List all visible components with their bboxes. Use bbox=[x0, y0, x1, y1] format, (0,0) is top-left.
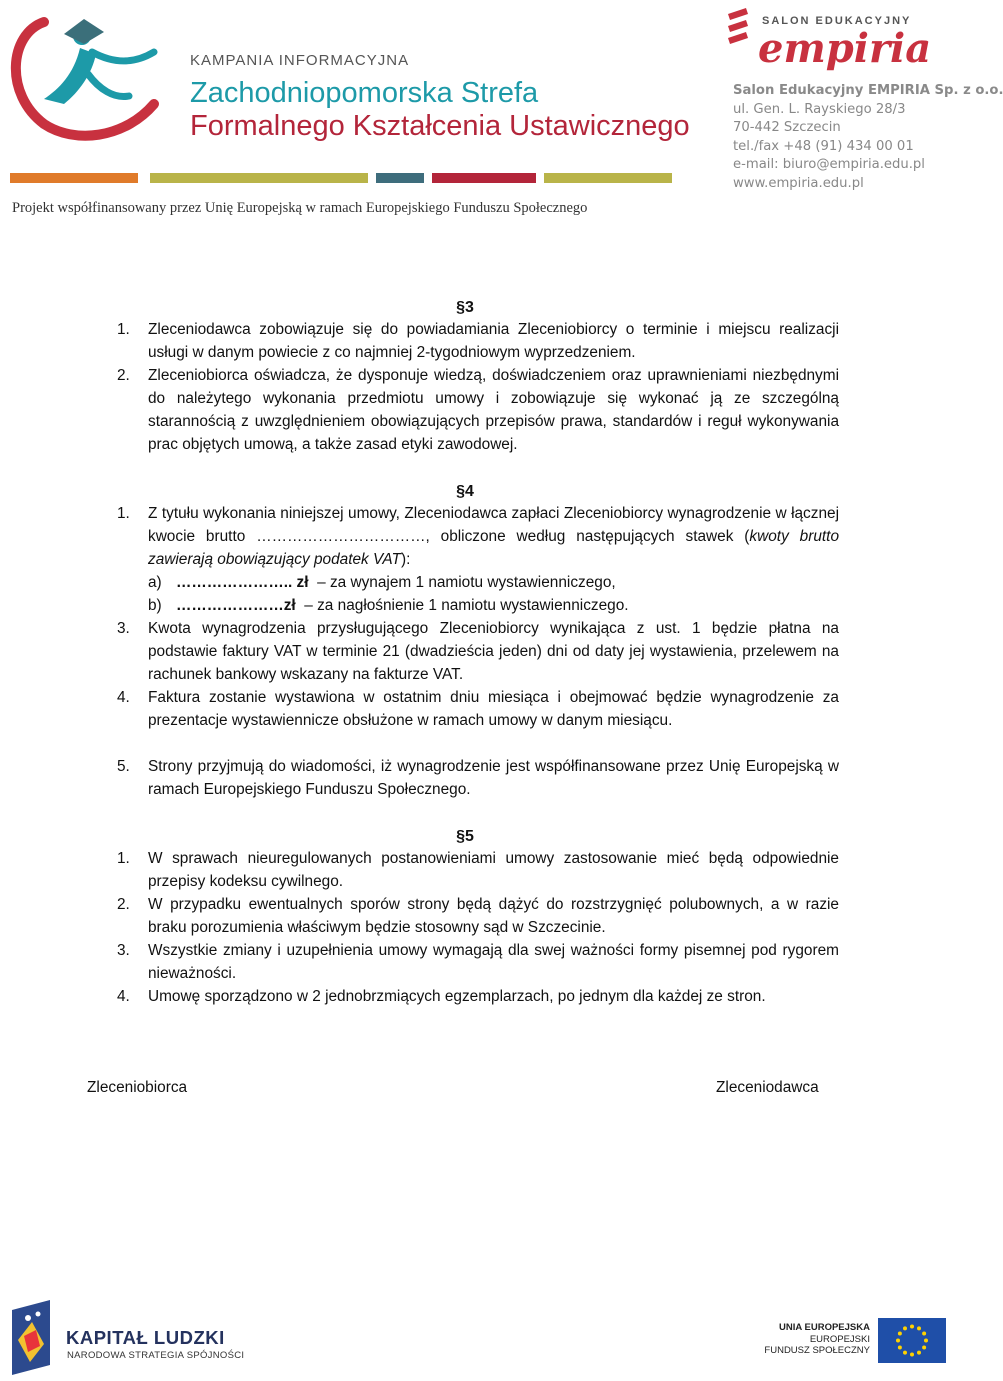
item-number: 4. bbox=[117, 988, 130, 1005]
rate-line-a bbox=[148, 571, 848, 594]
eu-star-icon bbox=[896, 1339, 900, 1343]
contact-company: Salon Edukacyjny EMPIRIA Sp. z o.o. bbox=[733, 83, 1003, 98]
contact-email[interactable]: e-mail: biuro@empiria.edu.pl bbox=[733, 157, 925, 173]
item-number: 4. bbox=[117, 689, 130, 706]
rate-amount: …………………zł bbox=[176, 597, 296, 614]
signature-contractor: Zleceniobiorca bbox=[87, 1079, 188, 1096]
eu-star-icon bbox=[903, 1351, 907, 1355]
kapital-ludzki-logo-icon bbox=[4, 1300, 64, 1375]
empiria-brand-name: empiria bbox=[758, 25, 932, 72]
signature-client: Zleceniodawca bbox=[716, 1079, 819, 1096]
color-bar-olive bbox=[150, 173, 368, 183]
eu-star-icon bbox=[917, 1326, 921, 1330]
campaign-logo-icon bbox=[4, 4, 164, 154]
item-text: W sprawach nieuregulowanych postanowieniami umowy zastosowanie mieć będą odpowiednie przepisy kodeksu cywilnego. bbox=[148, 850, 839, 890]
campaign-title-line1: Zachodniopomorska Strefa bbox=[190, 77, 539, 109]
eu-star-icon bbox=[924, 1339, 928, 1343]
item-number: 2. bbox=[117, 896, 130, 913]
kapital-ludzki-title: KAPITAŁ LUDZKI bbox=[66, 1327, 225, 1348]
item-number: 2. bbox=[117, 367, 130, 384]
section-3-item-2 bbox=[117, 364, 839, 456]
vat-note: kwoty brutto zawierają obowiązujący podatek VAT bbox=[148, 528, 840, 568]
item-number: 1. bbox=[117, 505, 130, 522]
section-5-item-4 bbox=[117, 985, 839, 1008]
contact-street: ul. Gen. L. Rayskiego 28/3 bbox=[733, 101, 906, 117]
contact-phone: tel./fax +48 (91) 434 00 01 bbox=[733, 138, 914, 154]
item-number: 3. bbox=[117, 942, 130, 959]
section-4-item-5 bbox=[117, 755, 839, 801]
item-text-part-c: ): bbox=[400, 551, 411, 568]
color-bar-olive-2 bbox=[544, 173, 672, 183]
kapital-ludzki-subtitle: NARODOWA STRATEGIA SPÓJNOŚCI bbox=[67, 1350, 245, 1361]
rate-amount: ………………….. zł bbox=[176, 574, 309, 591]
color-bar-slate bbox=[376, 173, 424, 183]
color-bar-orange bbox=[10, 173, 138, 183]
rate-description: – za wynajem 1 namiotu wystawienniczego, bbox=[317, 574, 616, 591]
section-3-item-1 bbox=[117, 318, 839, 364]
rate-label: a) bbox=[148, 574, 162, 591]
eu-star-icon bbox=[922, 1332, 926, 1336]
item-number: 1. bbox=[117, 321, 130, 338]
eu-star-icon bbox=[922, 1346, 926, 1350]
eu-star-icon bbox=[910, 1353, 914, 1357]
eu-label-line1: UNIA EUROPEJSKA bbox=[779, 1322, 870, 1333]
rate-line-b bbox=[148, 594, 848, 617]
rate-description: – za nagłośnienie 1 namiotu wystawienniczego. bbox=[304, 597, 629, 614]
empiria-contact-block bbox=[733, 82, 1003, 194]
section-4-item-3 bbox=[117, 617, 839, 686]
item-number: 1. bbox=[117, 850, 130, 867]
item-text: Faktura zostanie wystawiona w ostatnim dniu miesiąca i obejmować będzie wynagrodzenie za prezentacje wystawiennicze obsłużone w ramach umowy w danym miesiącu. bbox=[148, 689, 839, 729]
item-number: 3. bbox=[117, 620, 130, 637]
rate-label: b) bbox=[148, 597, 162, 614]
project-cofinancing-line: Projekt współfinansowany przez Unię Europejską w ramach Europejskiego Funduszu Społecznego bbox=[12, 200, 588, 216]
item-text: Umowę sporządzono w 2 jednobrzmiących egzemplarzach, po jednym dla każdej ze stron. bbox=[148, 988, 766, 1005]
eu-label-line2: EUROPEJSKI bbox=[809, 1333, 870, 1345]
item-text bbox=[148, 502, 839, 571]
item-text: Kwota wynagrodzenia przysługującego Zleceniobiorcy wynikająca z ust. 1 będzie płatna na podstawie faktury VAT w terminie 21 (dwadzieścia jeden) dni od daty jej wystawienia, przelewem na rachunek bankowy wskazany na fakturze VAT. bbox=[148, 620, 839, 683]
item-text: Strony przyjmują do wiadomości, iż wynagrodzenie jest współfinansowane przez Unię Europejską w ramach Europejskiego Funduszu Społecznego. bbox=[148, 758, 839, 798]
eu-flag-icon bbox=[878, 1318, 946, 1363]
item-text-part-a: Z tytułu wykonania niniejszej umowy, Zleceniodawca zapłaci Zleceniobiorcy wynagrodzenie w łącznej kwocie brutto bbox=[148, 505, 839, 545]
campaign-subtitle: KAMPANIA INFORMACYJNA bbox=[190, 52, 410, 69]
eu-star-icon bbox=[898, 1346, 902, 1350]
item-text: Zleceniodawca zobowiązuje się do powiadamiania Zleceniobiorcy o terminie i miejscu realizacji usługi w danym powiecie z co najmniej 2-tygodniowym wyprzedzeniem. bbox=[148, 321, 839, 361]
eu-fund-label bbox=[740, 1322, 870, 1357]
eu-star-icon bbox=[898, 1332, 902, 1336]
page-header bbox=[0, 0, 1003, 230]
campaign-title-line2: Formalnego Kształcenia Ustawicznego bbox=[190, 110, 690, 142]
item-text: Zleceniobiorca oświadcza, że dysponuje wiedzą, doświadczeniem oraz uprawnieniami niezbędnymi do należytego wykonania przedmiotu umowy i zobowiązuje się wykonać ją ze szczególną starannością z uwzględnieniem obowiązujących przepisów prawa, standardów i reguł wykonywania prac objętych umową, a także zasad etyki zawodowej. bbox=[148, 367, 839, 453]
section-5-title: §5 bbox=[456, 828, 474, 845]
section-4-item-4 bbox=[117, 686, 839, 732]
section-5-item-2 bbox=[117, 893, 839, 939]
eu-label-line3: FUNDUSZ SPOŁECZNY bbox=[764, 1345, 870, 1356]
color-bar-red bbox=[432, 173, 536, 183]
contact-www[interactable]: www.empiria.edu.pl bbox=[733, 175, 864, 191]
section-3-title: §3 bbox=[456, 299, 474, 316]
item-number: 5. bbox=[117, 758, 130, 775]
item-text-part-b: , obliczone według następujących stawek ( bbox=[425, 528, 750, 545]
eu-star-icon bbox=[903, 1326, 907, 1330]
item-text: W przypadku ewentualnych sporów strony będą dążyć do rozstrzygnięć polubownych, a w razie braku porozumienia właściwym będzie stosowny sąd w Szczecinie. bbox=[148, 896, 839, 936]
contact-city: 70-442 Szczecin bbox=[733, 120, 841, 136]
section-5-item-1 bbox=[117, 847, 839, 893]
empiria-logo-icon bbox=[722, 4, 942, 74]
section-4-title: §4 bbox=[456, 483, 474, 500]
section-4-item-1 bbox=[117, 502, 839, 571]
amount-blank: …………………………… bbox=[256, 528, 426, 545]
empiria-salon-label: SALON EDUKACYJNY bbox=[762, 15, 912, 27]
eu-star-icon bbox=[917, 1351, 921, 1355]
campaign-title-block bbox=[190, 52, 690, 143]
section-5-item-3 bbox=[117, 939, 839, 985]
item-text: Wszystkie zmiany i uzupełnienia umowy wymagają dla swej ważności formy pisemnej pod rygorem nieważności. bbox=[148, 942, 839, 982]
eu-star-icon bbox=[910, 1325, 914, 1329]
